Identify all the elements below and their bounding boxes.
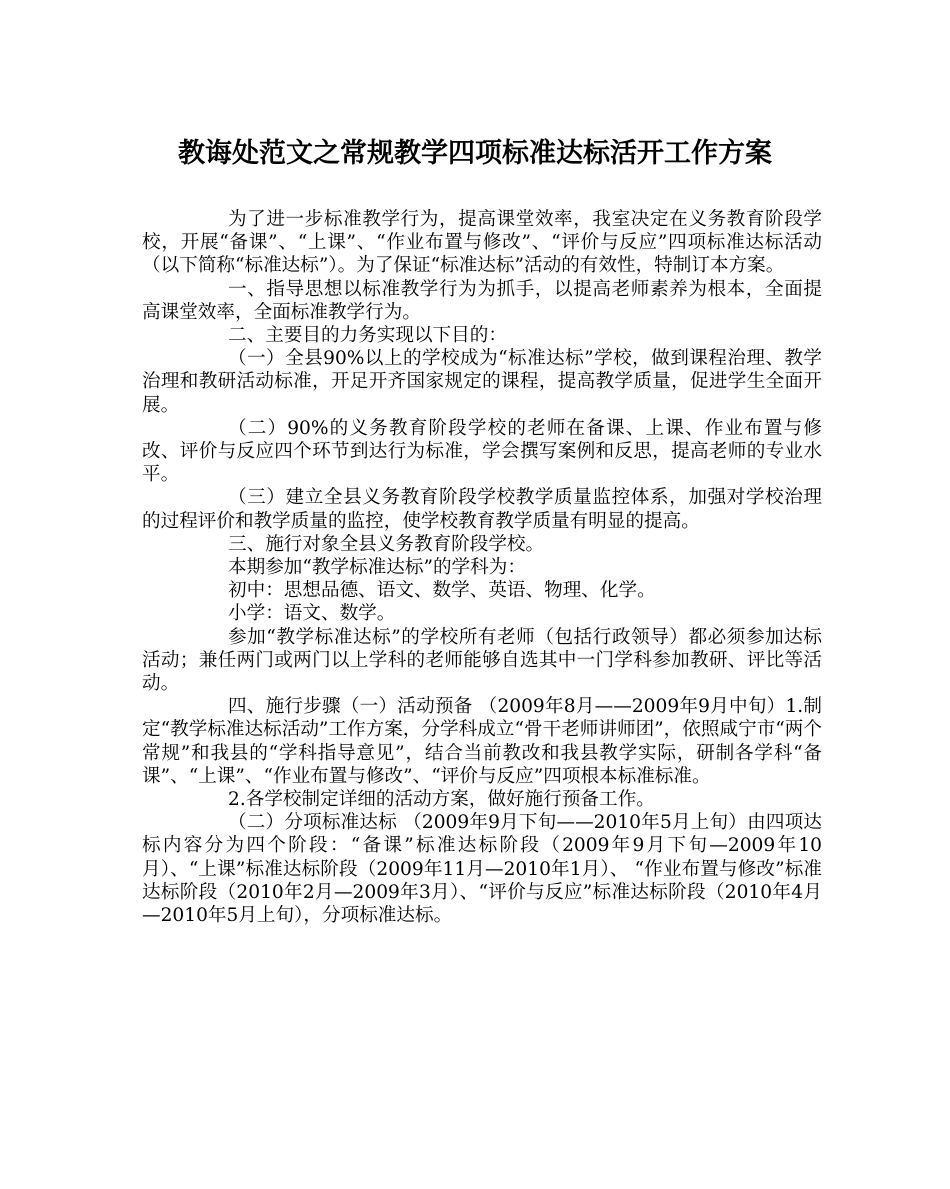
paragraph-goal-2: （二）90%的义务教育阶段学校的老师在备课、上课、作业布置与修改、评价与反应四个环节到达行为标准，学会撰写案例和反思，提高老师的专业水平。 (142, 417, 822, 486)
paragraph-goal-3: （三）建立全县义务教育阶段学校教学质量监控体系，加强对学校治理的过程评价和教学质量的监控，使学校教育教学质量有明显的提高。 (142, 487, 822, 532)
paragraph-primary-subjects: 小学：语文、数学。 (228, 603, 396, 625)
paragraph-goal-1: （一）全县90%以上的学校成为“标准达标”学校，做到课程治理、教学治理和教研活动标准，开足开齐国家规定的课程，提高教学质量，促进学生全面开展。 (142, 348, 822, 416)
paragraph-junior-subjects: 初中：思想品德、语文、数学、英语、物理、化学。 (228, 580, 656, 602)
document-body (142, 208, 822, 927)
paragraph-school-plan: 2.各学校制定详细的活动方案，做好施行预备工作。 (228, 789, 655, 811)
paragraph-phased-standards: （二）分项标准达标 （2009年9月下旬——2010年5月上旬）由四项达标内容分为四个阶段：“备课”标准达标阶段（2009年9月下旬—2009年10月）、“上课”标准达标阶段（2009年11月—2010年1月）、 “作业布置与修改”标准达标阶段（2010年2月—2009年3月）、“评价与反应”标准达标阶段（2010年4月—2010年5月上旬），分项标准达标。 (142, 812, 822, 927)
paragraph-steps-preparation: 四、施行步骤（一）活动预备 （2009年8月——2009年9月中旬）1.制定“教学标准达标活动”工作方案，分学科成立“骨干老师讲师团”，依照咸宁市“两个常规”和我县的“学科指导意见”，结合当前教改和我县教学实际，研制各学科“备课”、“上课”、“作业布置与修改”、“评价与反应”四项根本标准标准。 (142, 696, 822, 787)
paragraph-subjects: 本期参加“教学标准达标”的学科为： (228, 557, 526, 579)
document-title: 教诲处范文之常规教学四项标准达标活开工作方案 (178, 138, 772, 169)
paragraph-guiding-idea: 一、指导思想以标准教学行为为抓手，以提高老师素养为根本，全面提高课堂效率，全面标准教学行为。 (142, 278, 822, 323)
paragraph-participation: 参加“教学标准达标”的学校所有老师（包括行政领导）都必须参加达标活动；兼任两门或两门以上学科的老师能够自选其中一门学科参加教研、评比等活动。 (142, 626, 822, 695)
paragraph-target: 三、施行对象全县义务教育阶段学校。 (228, 533, 545, 555)
paragraph-main-goals: 二、主要目的力务实现以下目的： (228, 325, 507, 347)
paragraph-intro: 为了进一步标准教学行为，提高课堂效率，我室决定在义务教育阶段学校，开展“备课”、“上课”、“作业布置与修改”、“评价与反应”四项标准达标活动（以下简称“标准达标”）。为了保证“标准达标”活动的有效性，特制订本方案。 (142, 209, 822, 277)
